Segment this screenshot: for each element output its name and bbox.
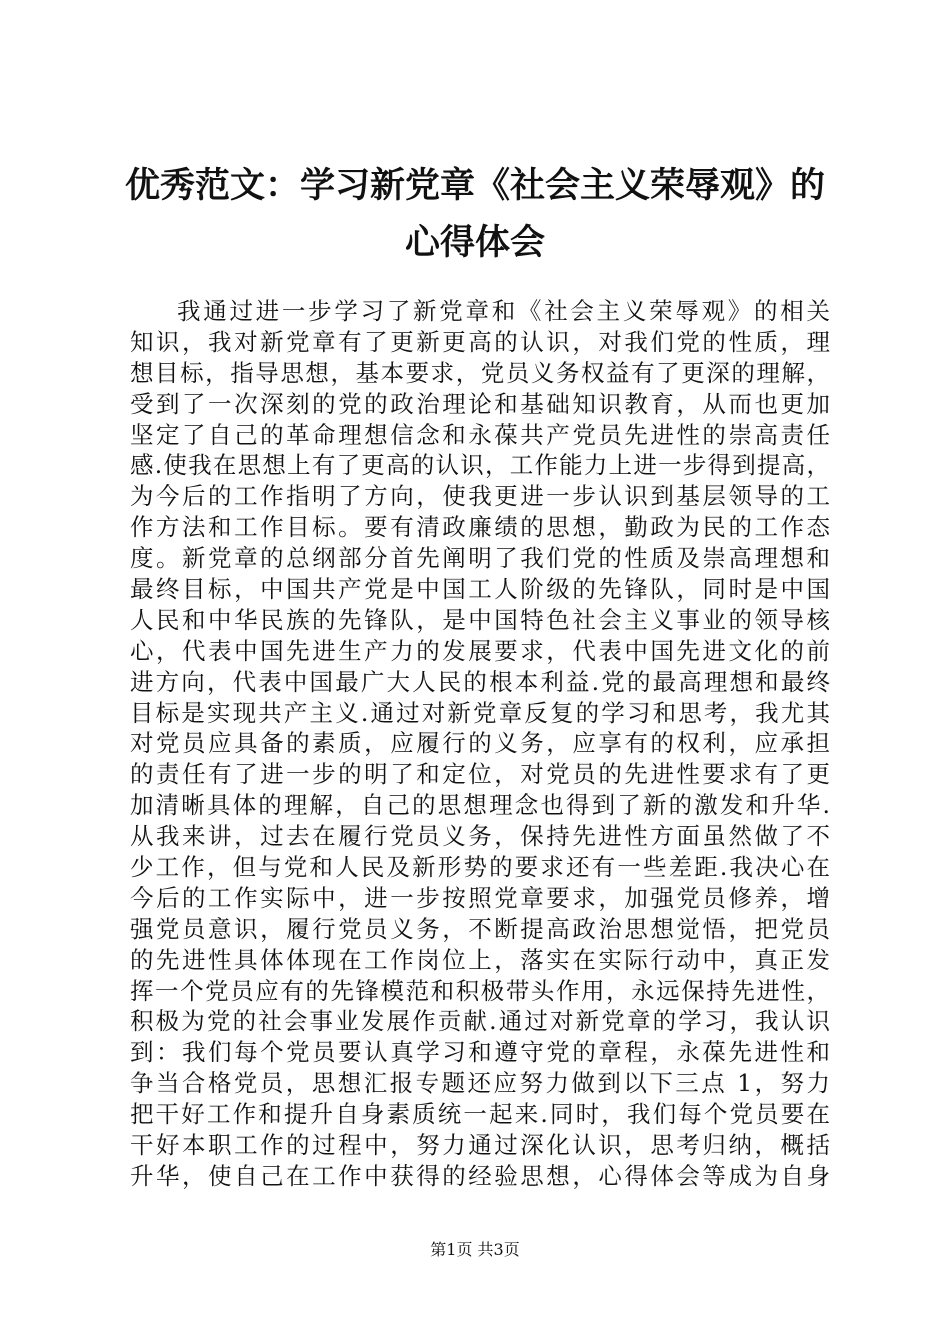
body-line: 挥一个党员应有的先锋模范和积极带头作用，永远保持先进性， (130, 976, 830, 1005)
page-number-footer: 第1页 共3页 (430, 1240, 520, 1259)
body-line: 从我来讲，过去在履行党员义务，保持先进性方面虽然做了不 (130, 822, 830, 851)
body-line: 受到了一次深刻的党的政治理论和基础知识教育，从而也更加 (130, 389, 830, 418)
document-body (130, 296, 830, 1192)
document-title-line-2: 心得体会 (404, 223, 545, 263)
body-line: 我通过进一步学习了新党章和《社会主义荣辱观》的相关 (177, 297, 830, 325)
body-line: 进方向，代表中国最广大人民的根本利益.党的最高理想和最终 (130, 667, 830, 696)
body-line: 的责任有了进一步的明了和定位，对党员的先进性要求有了更 (130, 760, 830, 789)
body-line: 干好本职工作的过程中，努力通过深化认识，思考归纳，概括 (130, 1131, 830, 1160)
body-line: 作方法和工作目标。要有清政廉绩的思想，勤政为民的工作态 (130, 513, 830, 542)
body-line: 把干好工作和提升自身素质统一起来.同时，我们每个党员要在 (130, 1100, 830, 1129)
body-line: 争当合格党员，思想汇报专题还应努力做到以下三点 1，努力 (130, 1069, 830, 1098)
body-line: 对党员应具备的素质，应履行的义务，应享有的权利，应承担 (130, 729, 830, 758)
body-line: 为今后的工作指明了方向，使我更进一步认识到基层领导的工 (130, 482, 830, 511)
body-line: 积极为党的社会事业发展作贡献.通过对新党章的学习，我认识 (130, 1007, 830, 1036)
body-line: 心，代表中国先进生产力的发展要求，代表中国先进文化的前 (130, 636, 830, 665)
body-line: 坚定了自己的革命理想信念和永葆共产党员先进性的崇高责任 (130, 420, 830, 449)
body-line: 少工作，但与党和人民及新形势的要求还有一些差距.我决心在 (130, 853, 830, 882)
body-line: 知识，我对新党章有了更新更高的认识，对我们党的性质，理 (130, 327, 830, 356)
body-line: 的先进性具体体现在工作岗位上，落实在实际行动中，真正发 (130, 945, 830, 974)
body-line: 人民和中华民族的先锋队，是中国特色社会主义事业的领导核 (130, 605, 830, 634)
body-line: 最终目标，中国共产党是中国工人阶级的先锋队，同时是中国 (130, 575, 830, 604)
body-line: 想目标，指导思想，基本要求，党员义务权益有了更深的理解， (130, 358, 830, 387)
body-line: 目标是实现共产主义.通过对新党章反复的学习和思考，我尤其 (130, 698, 830, 727)
body-line: 到：我们每个党员要认真学习和遵守党的章程，永葆先进性和 (130, 1038, 830, 1067)
body-line: 加清晰具体的理解，自己的思想理念也得到了新的激发和升华. (130, 791, 830, 820)
body-line: 强党员意识，履行党员义务，不断提高政治思想觉悟，把党员 (130, 914, 830, 943)
body-line: 升华，使自己在工作中获得的经验思想，心得体会等成为自身 (130, 1161, 830, 1190)
body-line: 感.使我在思想上有了更高的认识，工作能力上进一步得到提高， (130, 451, 830, 480)
body-line: 度。新党章的总纲部分首先阐明了我们党的性质及崇高理想和 (130, 544, 830, 573)
document-title-line-1: 优秀范文：学习新党章《社会主义荣辱观》的 (124, 166, 825, 206)
body-line: 今后的工作实际中，进一步按照党章要求，加强党员修养，增 (130, 883, 830, 912)
